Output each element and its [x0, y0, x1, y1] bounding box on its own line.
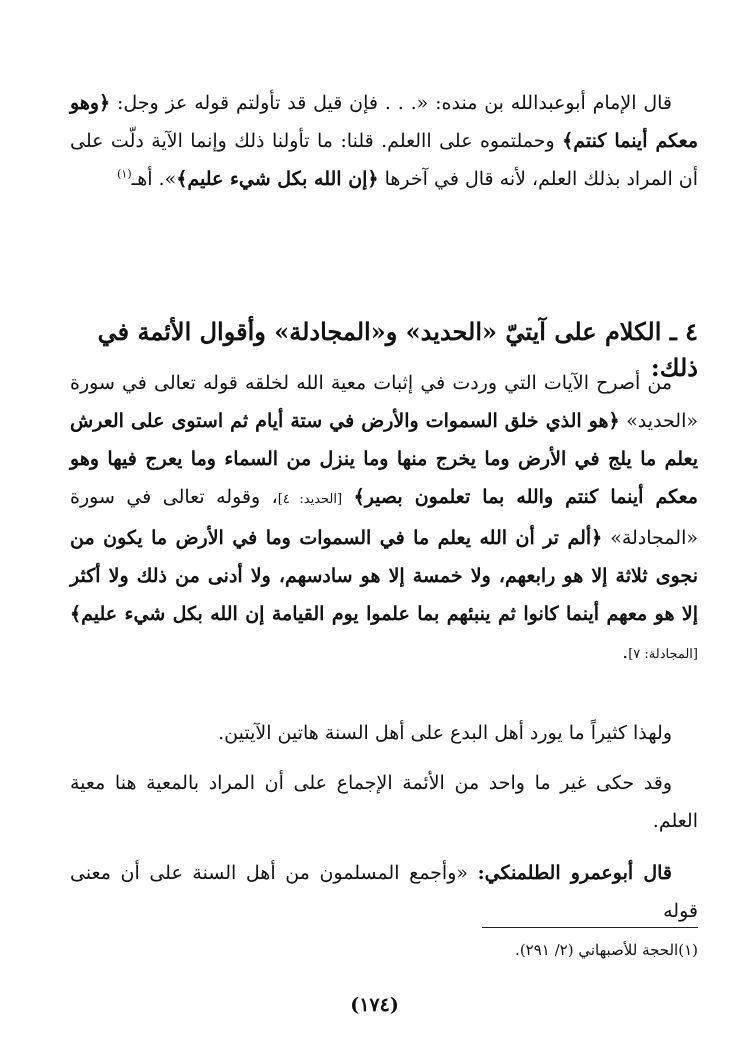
paragraph-text: ». أهـ — [131, 168, 177, 190]
footnote: (١)الحجة للأصبهاني (٢/ ٢٩١). — [515, 941, 698, 959]
paragraph-text: ، وقوله تعالى في سورة «المجادلة» — [70, 486, 698, 549]
footnote-divider — [482, 927, 698, 928]
verse-reference: [الحديد: ٤] — [277, 492, 343, 507]
paragraph-consensus: وقد حكى غير ما واحد من الأئمة الإجماع على أن المراد بالمعية هنا معية العلم. — [70, 772, 698, 832]
paragraph-innovators: ولهذا كثيراً ما يورد أهل البدع على أهل السنة هاتين الآيتين. — [218, 722, 672, 744]
quran-verse: ﴿إن الله بكل شيء عليم﴾ — [176, 168, 379, 190]
paragraph-text: . — [622, 641, 629, 663]
footnote-reference: (١) — [117, 167, 132, 181]
quran-verse-mujadila: ﴿ألم تر أن الله يعلم ما في السموات وما في الأرض ما يكون من نجوى ثلاثة إلا هو رابعهم، ولا خمسة إلا هو سادسهم، ولا أدنى من ذلك ولا أكثر إلا هو معهم أينما كانوا ثم ينبئهم بما علموا يوم القيامة إن الله بكل شيء عليم﴾ — [70, 527, 698, 625]
verse-reference: [المجادلة: ٧] — [628, 647, 698, 662]
paragraph-text: قال الإمام أبوعبدالله بن منده: «. . . فإن قيل قد تأولتم قوله عز وجل: — [117, 92, 672, 114]
paragraph-text: «وأجمع المسلمون من أهل السنة على أن معنى قوله — [70, 862, 698, 922]
quran-verse-hadid: ﴿هو الذي خلق السموات والأرض في ستة أيام ثم استوى على العرش يعلم ما يلج في الأرض وما يخرج منها وما ينزل من السماء وما يعرج فيها وهو معكم أينما كنتم والله بما تعلمون بصير﴾ — [70, 410, 698, 508]
paragraph-ibn-mandah — [70, 84, 698, 198]
paragraph-verses — [70, 364, 698, 674]
section-heading: ٤ ـ الكلام على آيتيّ «الحديد» و«المجادلة» وأقوال الأئمة في ذلك: — [97, 317, 698, 382]
paragraph-text: وحملتموه على االعلم. قلنا: ما تأولنا ذلك وإنما الآية دلّت على أن المراد بذلك العلم، لأنه قال في آخرها — [70, 130, 698, 190]
quran-verse: ﴿وهو معكم أينما كنتم﴾ — [70, 92, 698, 152]
paragraph-talamanki — [70, 854, 698, 930]
page-number: (١٧٤) — [350, 994, 399, 1016]
paragraph-text: من أصرح الآيات التي وردت في إثبات معية الله لخلقه قوله تعالى في سورة «الحديد» — [70, 372, 699, 432]
speaker-name: قال أبوعمرو الطلمنكي: — [477, 862, 672, 884]
